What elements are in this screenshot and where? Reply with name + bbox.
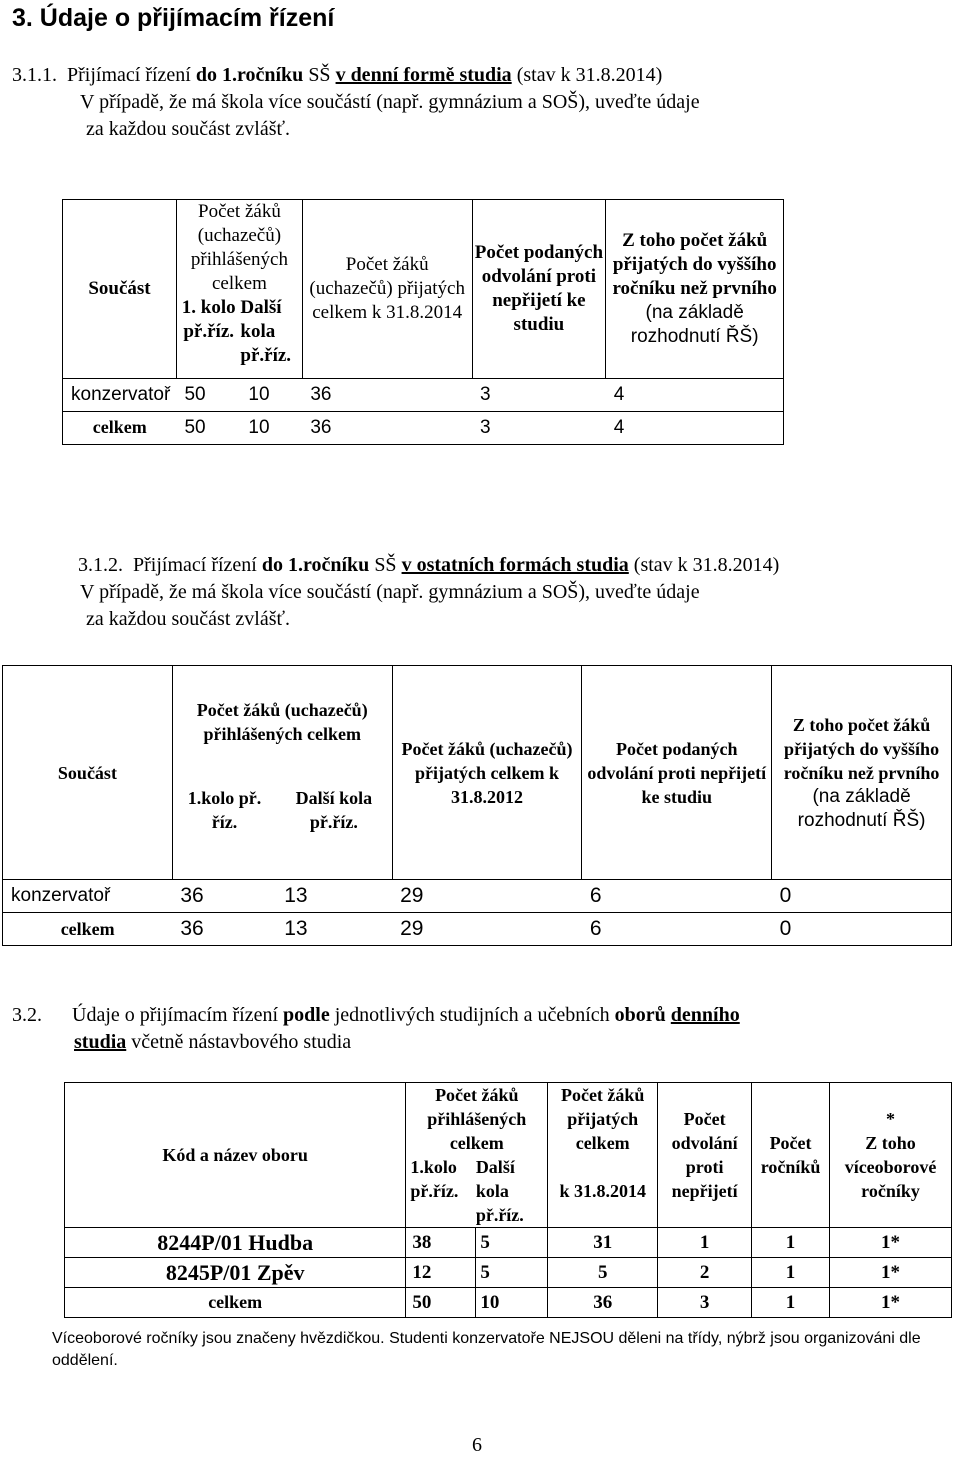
section-312-number: 3.1.2. (78, 554, 123, 576)
t3-row-celkem: celkem 50 10 36 3 1 1* (65, 1288, 952, 1318)
t2-header-kolo1: 1.kolo př. říz. (172, 746, 276, 880)
section-32: 3.2. Údaje o přijímacím řízení podle jednotlivých studijních a učebních oborů denního studia včetně nástavbového studia (12, 1004, 740, 1053)
t3-header-kod: Kód a název oboru (65, 1083, 406, 1228)
t1-header-dalsi: Další kola př.říz. (240, 296, 302, 378)
page-number: 6 (472, 1434, 482, 1456)
table-312 (2, 665, 952, 946)
t2-header-ztoho: Z toho počet žáků přijatých do vyššího ročníku než prvního (na základě rozhodnutí ŘŠ) (772, 666, 952, 880)
t1-header-prijatych: Počet žáků (uchazečů) přijatých celkem k 31.8.2014 (302, 200, 472, 379)
section-311: 3.1.1. Přijímací řízení do 1.ročníku SŠ v denní formě studia (stav k 31.8.2014) V případě, že má škola více součástí (např. gymnázium a SOŠ), uveďte údaje za každou součást zvlášť. (12, 64, 700, 140)
t2-row-celkem: celkem 36 13 29 6 0 (3, 913, 952, 946)
section-312: 3.1.2. Přijímací řízení do 1.ročníku SŠ v ostatních formách studia (stav k 31.8.2014) V případě, že má škola více součástí (např. gymnázium a SOŠ), uveďte údaje za každou součást zvlášť. (78, 554, 780, 630)
table-311 (62, 199, 784, 445)
t2-header-odvolani: Počet podaných odvolání proti nepřijetí ke studiu (582, 666, 772, 880)
t3-header-prijatych: Počet žáků přijatých celkem (548, 1083, 658, 1156)
section-311-number: 3.1.1. (12, 64, 57, 86)
t2-header-prijatych: Počet žáků (uchazečů) přijatých celkem k 31.8.2012 (392, 666, 582, 880)
t3-header-datum: k 31.8.2014 (548, 1155, 658, 1228)
t2-header-prihl: Počet žáků (uchazečů) přihlášených celkem (172, 666, 392, 746)
t3-header-kolo1: 1.kolo př.říz. (406, 1155, 476, 1228)
t3-header-prihl: Počet žáků přihlášených celkem (406, 1083, 548, 1156)
t3-header-odvolani: Počet odvolání proti nepřijetí (658, 1083, 752, 1228)
t2-header-soucast: Součást (3, 666, 173, 880)
t1-header-kolo1: 1. kolo př.říz. (176, 296, 240, 378)
t1-header-soucast: Součást (63, 200, 177, 379)
t1-header-ztoho: Z toho počet žáků přijatých do vyššího ročníku než prvního (na základě rozhodnutí ŘŠ) (606, 200, 784, 379)
section-32-number: 3.2. (12, 1004, 42, 1026)
t3-header-viceob: * Z toho víceoborové ročníky (830, 1083, 952, 1228)
t1-header-prihl: Počet žáků (uchazečů) přihlášených celkem (176, 200, 302, 297)
t3-header-rocniku: Počet ročníků (752, 1083, 830, 1228)
page-heading: 3. Údaje o přijímacím řízení (12, 4, 335, 32)
table-32 (64, 1082, 952, 1318)
t1-header-odvolani: Počet podaných odvolání proti nepřijetí ke studiu (472, 200, 606, 379)
t1-row-celkem: celkem 50 10 36 3 4 (63, 411, 784, 444)
t3-header-dalsi: Další kola př.říz. (476, 1155, 548, 1228)
t1-row-konzervator: konzervatoř 50 10 36 3 4 (63, 378, 784, 411)
t3-row-hudba: 8244P/01 Hudba 38 5 31 1 1 1* (65, 1228, 952, 1258)
footnote: Víceoborové ročníky jsou značeny hvězdičkou. Studenti konzervatoře NEJSOU děleni na třídy, nýbrž jsou organizováni dle oddělení. (52, 1330, 921, 1369)
t2-header-dalsi: Další kola př.říz. (276, 746, 392, 880)
t2-row-konzervator: konzervatoř 36 13 29 6 0 (3, 880, 952, 913)
t3-row-zpev: 8245P/01 Zpěv 12 5 5 2 1 1* (65, 1258, 952, 1288)
